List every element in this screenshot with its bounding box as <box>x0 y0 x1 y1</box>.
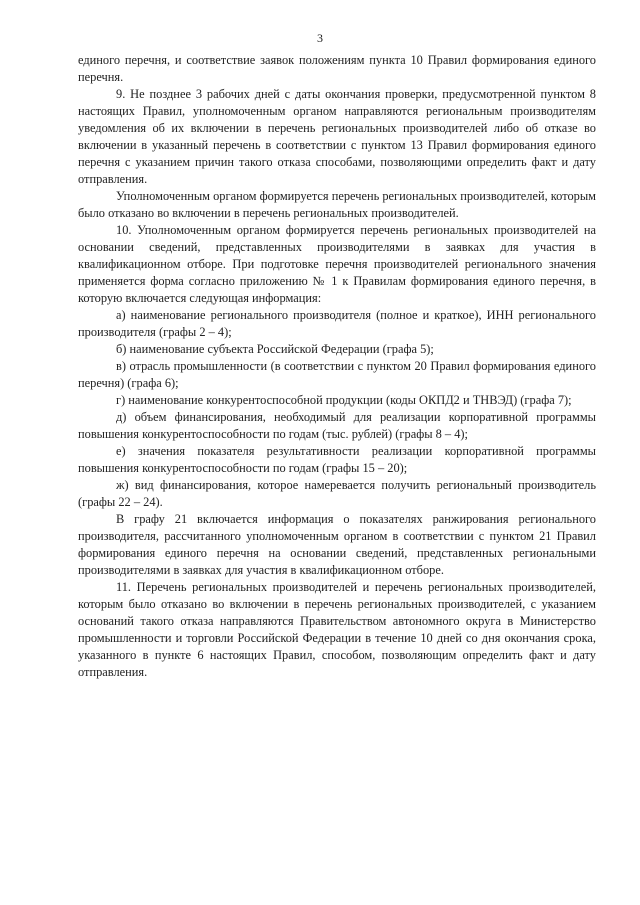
paragraph-11: 11. Перечень региональных производителей и перечень региональных производителей, которым было отказано во включении в перечень региональных производителей, с указанием оснований такого отказа направляются Правительством автономного округа в Министерство промышленности и торговли Российской Федерации в течение 10 дней со дня окончания срока, указанного в пункте 6 настоящих Правил, способом, позволяющим определить факт и дату отправления. <box>78 580 596 679</box>
list-item-zh: ж) вид финансирования, которое намеревается получить региональный производитель (графы 22 – 24). <box>78 478 596 509</box>
list-item-e: е) значения показателя результативности реализации корпоративной программы повышения конкурентоспособности по годам (графы 15 – 20); <box>78 444 596 475</box>
paragraph-9: 9. Не позднее 3 рабочих дней с даты окончания проверки, предусмотренной пунктом 8 настоящих Правил, уполномоченным органом направляются региональным производителям уведомления об их включении в перечень региональных производителей либо об отказе во включении в указанный перечень в соответствии с пунктом 13 Правил формирования единого перечня с указанием причин такого отказа способами, позволяющими определить факт и дату отправления. <box>78 87 596 186</box>
paragraph-continuation: единого перечня, и соответствие заявок положениям пункта 10 Правил формирования единого перечня. <box>78 53 596 84</box>
list-item-a: а) наименование регионального производителя (полное и краткое), ИНН регионального производителя (графы 2 – 4); <box>78 308 596 339</box>
list-item-d: д) объем финансирования, необходимый для реализации корпоративной программы повышения конкурентоспособности по годам (тыс. рублей) (графы 8 – 4); <box>78 410 596 441</box>
page-number: 3 <box>317 31 323 45</box>
document-body <box>78 52 596 681</box>
paragraph-10: 10. Уполномоченным органом формируется перечень региональных производителей на основании сведений, представленных производителями в заявках для участия в квалификационном отборе. При подготовке перечня производителей регионального значения применяется форма согласно приложению № 1 к Правилам формирования единого перечня, в которую включается следующая информация: <box>78 223 596 305</box>
list-item-v: в) отрасль промышленности (в соответствии с пунктом 20 Правил формирования единого перечня) (графа 6); <box>78 359 596 390</box>
list-item-g: г) наименование конкурентоспособной продукции (коды ОКПД2 и ТНВЭД) (графа 7); <box>116 393 572 407</box>
paragraph-column-21: В графу 21 включается информация о показателях ранжирования регионального производителя, рассчитанного уполномоченным органом в соответствии с пунктом 21 Правил формирования единого перечня на основании сведений, представленных региональными производителями в заявках для участия в квалификационном отборе. <box>78 512 596 577</box>
list-item-b: б) наименование субъекта Российской Федерации (графа 5); <box>116 342 434 356</box>
paragraph-refusal-list: Уполномоченным органом формируется перечень региональных производителей, которым было отказано во включении в перечень региональных производителей. <box>78 189 597 220</box>
